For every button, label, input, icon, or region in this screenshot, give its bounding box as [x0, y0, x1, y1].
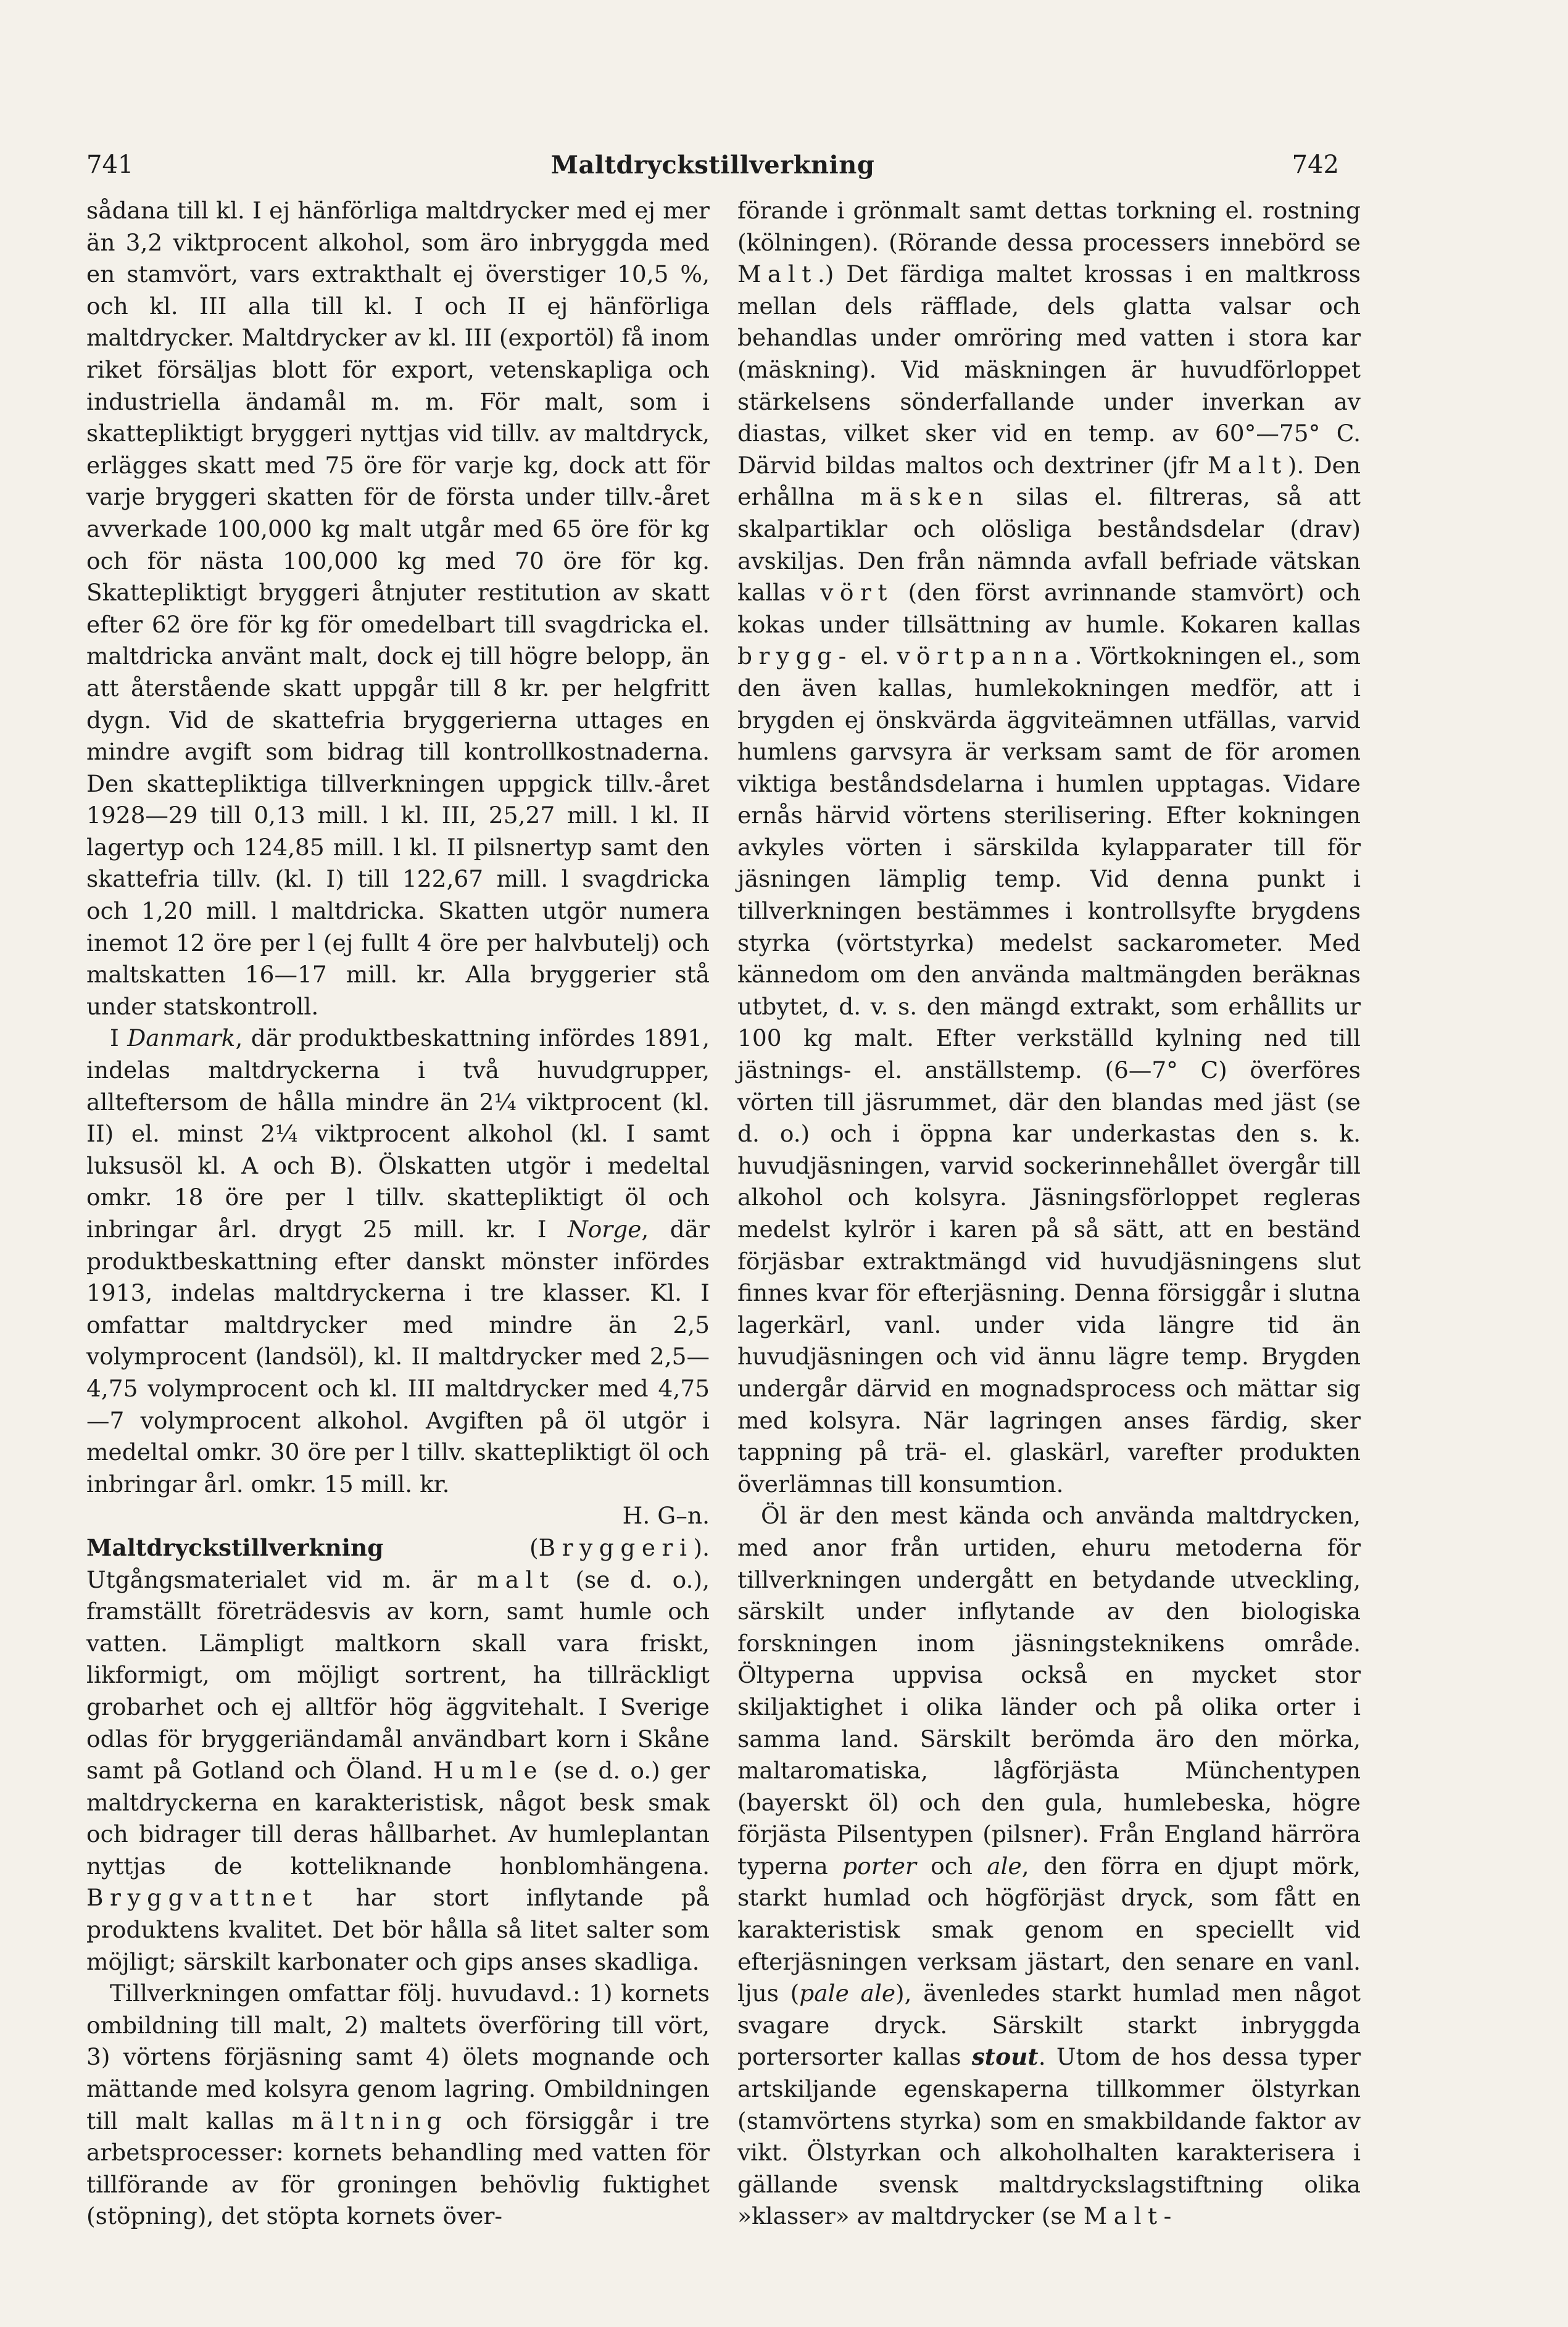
paragraph: I Danmark, där produktbeskattning infördes 1891, indelas maltdryckerna i två huvudgrupper, allteftersom de hålla mindre än 2¼ viktprocent (kl. II) el. minst 2¼ viktprocent alkohol (kl. I samt luksusöl kl. A och B). Ölskatten utgör i medeltal omkr. 18 öre per l tillv. skattepliktigt öl och inbringar årl. drygt 25 mill. kr. I Norge, där produktbeskattning efter danskt mönster infördes 1913, indelas maltdryckerna i tre klasser. Kl. I omfattar maltdrycker med mindre än 2,5 volymprocent (landsöl), kl. II maltdrycker med 2,5—4,75 volymprocent och kl. III maltdrycker med 4,75—7 volymprocent alkohol. Avgiften på öl utgör i medeltal omkr. 30 öre per l tillv. skattepliktigt öl och inbringar årl. omkr. 15 mill. kr.	[86, 1024, 710, 1498]
running-head: Maltdryckstillverkning	[550, 151, 875, 180]
term: porter	[842, 1852, 916, 1880]
term: Danmark	[127, 1024, 236, 1052]
paragraph: förande i grönmalt samt dettas torkning el. rostning (kölningen). (Rörande dessa processers innebörd se Malt.) Det färdiga maltet krossas i en maltkross mellan dels räfflade, dels glatta valsar och behandlas under omröring med vatten i stora kar (mäskning). Vid mäskningen är huvudförloppet stärkelsens sönderfallande under inverkan av diastas, vilket sker vid en temp. av 60°—75° C. Därvid bildas maltos och dextriner (jfr Malt). Den erhållna mäsken silas el. filtreras, så att skalpartiklar och olösliga beståndsdelar (drav) avskiljas. Den från nämnda avfall befriade vätskan kallas vört (den först avrinnande stamvört) och kokas under tillsättning av humle. Kokaren kallas brygg- el. vörtpanna. Vörtkokningen el., som den även kallas, humlekokningen medför, att i brygden ej önskvärda äggviteämnen utfällas, varvid humlens garvsyra är verksam samt de för aromen viktiga beståndsdelarna i humlen upptagas. Vidare ernås härvid vörtens sterilisering. Efter kokningen avkyles vörten i särskilda kylapparater till för jäsningen lämplig temp. Vid denna punkt i tillverkningen bestämmes i kontrollsyfte brygdens styrka (vörtstyrka) medelst sackarometer. Med kännedom om den använda maltmängden beräknas utbytet, d. v. s. den mängd extrakt, som erhållits ur 100 kg malt. Efter verkställd kylning ned till jästnings- el. anställstemp. (6—7° C) överföres vörten till jäsrummet, där den blandas med jäst (se d. o.) och i öppna kar underkastas den s. k. huvudjäsningen, varvid sockerinnehållet övergår till alkohol och kolsyra. Jäsningsförloppet regleras medelst kylrör i karen på så sätt, att en beständ förjäsbar extraktmängd vid huvudjäsningens slut finnes kvar för efterjäsning. Denna försiggår i slutna lagerkärl, vanl. under vida längre tid än huvudjäsningen och vid ännu lägre temp. Brygden undergår därvid en mognadsprocess och mättar sig med kolsyra. När lagringen anses färdig, sker tappning på trä- el. glaskärl, varefter produkten överlämnas till konsumtion.	[737, 197, 1361, 1498]
paragraph: Öl är den mest kända och använda maltdrycken, med anor från urtiden, ehuru metoderna för tillverkningen undergått en betydande utveckling, särskilt under inflytande av den biologiska forskningen inom jäsningsteknikens område. Öltyperna uppvisa också en mycket stor skiljaktighet i olika länder och på olika orter i samma land. Särskilt berömda äro den mörka, maltaromatiska, lågförjästa Münchentypen (bayerskt öl) och den gula, humlebeska, högre förjästa Pilsentypen (pilsner). Från England härröra typerna porter och ale, den förra en djupt mörk, starkt humlad och högförjäst dryck, som fått en karakteristisk smak genom en speciellt vid efterjäsningen verksam jästart, den senare en vanl. ljus (pale ale), ävenledes starkt humlad men något svagare dryck. Särskilt starkt inbryggda portersorter kallas stout. Utom de hos dessa typer artskiljande egenskaperna tillkommer ölstyrkan (stamvörtens styrka) som en smakbildande faktor av vikt. Ölstyrkan och alkoholhalten karakterisera i gällande svensk maltdryckslagstiftning olika »klasser» av maltdrycker (se Malt-	[737, 1502, 1361, 2230]
cross-reference: malt	[476, 1566, 555, 1593]
term: mältning	[291, 2107, 449, 2134]
term: vört	[820, 579, 894, 607]
term: stout	[971, 2043, 1039, 2071]
term: brygg-	[737, 642, 853, 670]
term: ale	[987, 1852, 1022, 1880]
term: Bryggvattnet	[86, 1884, 318, 1912]
cross-reference: Bryggeri	[538, 1533, 694, 1561]
term: vörtpanna	[897, 642, 1075, 670]
term: Norge	[567, 1216, 642, 1243]
article-headword: Maltdryckstillverkning	[86, 1533, 384, 1561]
page-header	[86, 151, 1339, 188]
paragraph: Tillverkningen omfattar följ. huvudavd.: 1) kornets ombildning till malt, 2) maltets överföring till vört, 3) vörtens förjäsning samt 4) ölets mognande och mättande med kolsyra genom lagring. Ombildningen till malt kallas mältning och försiggår i tre arbetsprocesser: kornets behandling med vatten för tillförande av för groningen behövlig fuktighet (stöpning), det stöpta kornets över-	[86, 1980, 710, 2230]
page-number-right: 742	[1292, 151, 1339, 179]
page-number-left: 741	[86, 151, 134, 179]
column-left	[86, 195, 710, 2233]
author-signature: H. G–n.	[622, 1502, 710, 1530]
column-right	[737, 195, 1361, 2233]
article-start: Maltdryckstillverkning (Bryggeri). Utgångsmaterialet vid m. är malt (se d. o.), framställt företrädesvis av korn, samt humle och vatten. Lämpligt maltkorn skall vara friskt, likformigt, om möjligt sortrent, ha tillräckligt grobarhet och ej alltför hög äggvitehalt. I Sverige odlas för bryggeriändamål användbart korn i Skåne samt på Gotland och Öland. Humle (se d. o.) ger maltdryckerna en karakteristisk, något besk smak och bidrager till deras hållbarhet. Av humleplantan nyttjas de kotteliknande honblomhängena. Bryggvattnet har stort inflytande på produktens kvalitet. Det bör hålla så litet salter som möjligt; särskilt karbonater och gips anses skadliga.	[86, 1533, 710, 1975]
cross-reference: Malt-	[1083, 2202, 1178, 2230]
term: mäsken	[860, 483, 990, 511]
cross-reference: Malt	[737, 260, 818, 288]
cross-reference: Malt	[1207, 451, 1288, 479]
term: Humle	[433, 1757, 544, 1785]
paragraph: sådana till kl. I ej hänförliga maltdrycker med ej mer än 3,2 viktprocent alkohol, som äro inbryggda med en stamvört, vars extrakthalt ej överstiger 10,5 %, och kl. III alla till kl. I och II ej hänförliga maltdrycker. Maltdrycker av kl. III (exportöl) få inom riket försäljas blott för export, vetenskapliga och industriella ändamål m. m. För malt, som i skattepliktigt bryggeri nyttjas vid tillv. av maltdryck, erlägges skatt med 75 öre för varje kg, dock att för varje bryggeri skatten för de första under tillv.-året avverkade 100,000 kg malt utgår med 65 öre för kg och för nästa 100,000 kg med 70 öre för kg. Skattepliktigt bryggeri åtnjuter restitution av skatt efter 62 öre för kg för omedelbart till svagdricka el. maltdricka använt malt, dock ej till högre belopp, än att återstående skatt uppgår till 8 kr. per helgfritt dygn. Vid de skattefria bryggerierna uttages en mindre avgift som bidrag till kontrollkostnaderna. Den skattepliktiga tillverkningen uppgick tillv.-året 1928—29 till 0,13 mill. l kl. III, 25,27 mill. l kl. II lagertyp och 124,85 mill. l kl. II pilsnertyp samt den skattefria tillv. (kl. I) till 122,67 mill. l svagdricka och 1,20 mill. l maltdricka. Skatten utgör numera inemot 12 öre per l (ej fullt 4 öre per halvbutelj) och maltskatten 16—17 mill. kr. Alla bryggerier stå under statskontroll.	[86, 197, 710, 1020]
term: pale ale	[799, 1980, 896, 2007]
